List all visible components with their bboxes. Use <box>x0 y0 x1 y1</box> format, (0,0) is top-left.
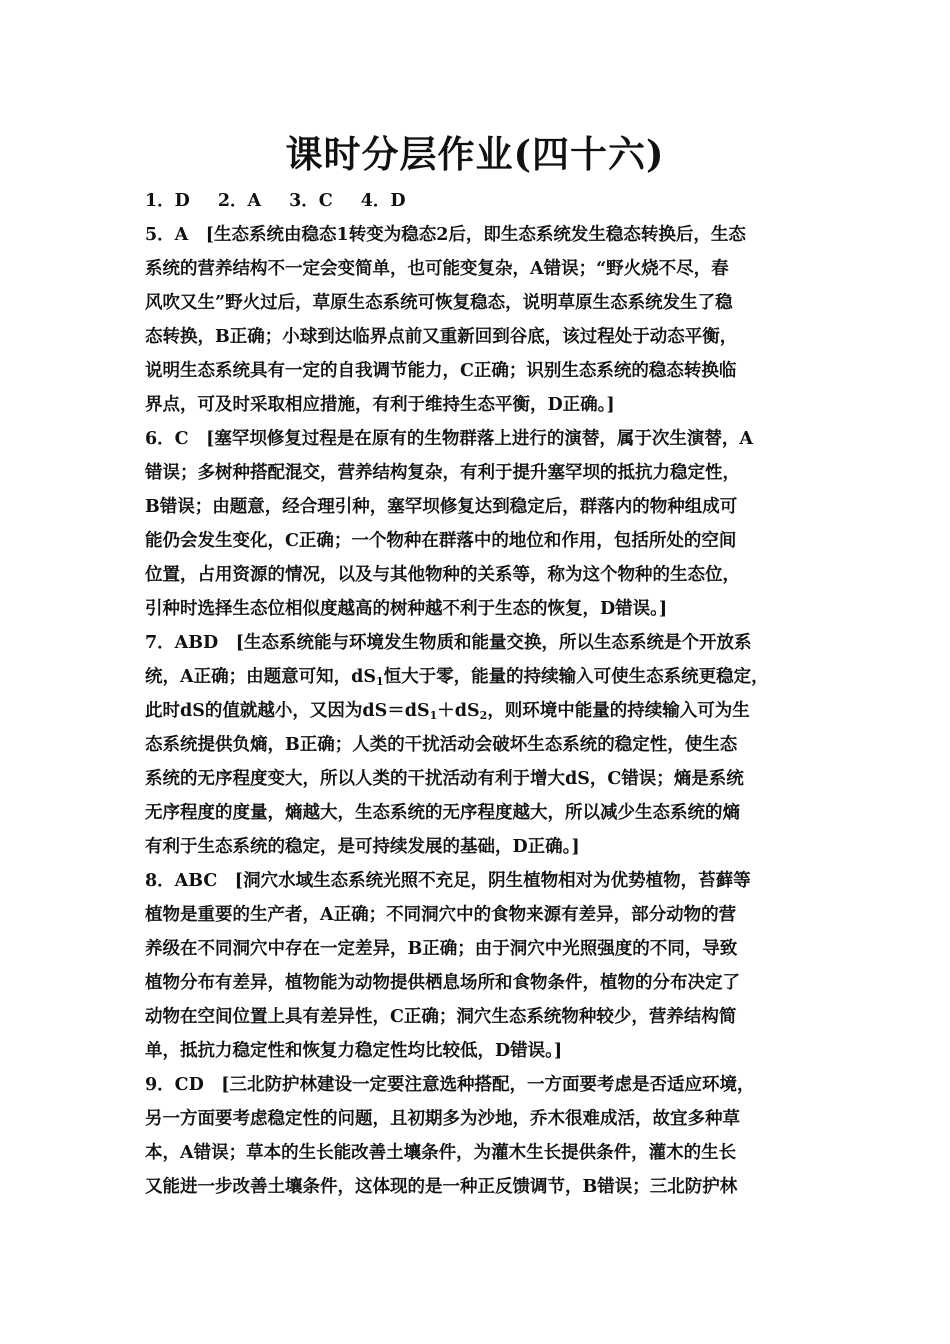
answer-2: 2．A <box>217 191 262 211</box>
answers-1-4 <box>145 184 813 218</box>
text-line: 有利于生态系统的稳定，是可持续发展的基础，D正确。] <box>145 837 580 857</box>
text-line: 能仍会发生变化，C正确；一个物种在群落中的地位和作用，包括所处的空间 <box>145 531 737 551</box>
text-line: 风吹又生”野火过后，草原生态系统可恢复稳态，说明草原生态系统发生了稳 <box>145 293 733 313</box>
text-line: 又能进一步改善土壤条件，这体现的是一种正反馈调节，B错误；三北防护林 <box>145 1177 738 1197</box>
text-line: 界点，可及时采取相应措施，有利于维持生态平衡，D正确。] <box>145 395 615 415</box>
text-line-subscript: 统，A正确；由题意可知，$dS_1$恒大于零，能量的持续输入可使生态系统更稳定， <box>145 667 769 688</box>
page-title: 课时分层作业(四十六) <box>285 132 665 176</box>
text-line: 另一方面要考虑稳定性的问题，且初期多为沙地，乔木很难成活，故宜多种草 <box>145 1109 740 1129</box>
answer-body <box>145 184 813 1204</box>
text-line: 本，A错误；草本的生长能改善土壤条件，为灌木生长提供条件，灌木的生长 <box>145 1143 737 1163</box>
text-line: 说明生态系统具有一定的自我调节能力，C正确；识别生态系统的稳态转换临 <box>145 361 737 381</box>
answer-1: 1．D <box>145 191 190 211</box>
answer-4: 4．D <box>360 191 406 211</box>
text-line: 单，抵抗力稳定性和恢复力稳定性均比较低，D错误。] <box>145 1041 563 1061</box>
text-line: 错误；多树种搭配混交，营养结构复杂，有利于提升塞罕坝的抵抗力稳定性， <box>145 463 740 483</box>
text-line: 养级在不同洞穴中存在一定差异，B正确；由于洞穴中光照强度的不同，导致 <box>145 939 738 959</box>
text-line: 系统的无序程度变大，所以人类的干扰活动有利于增大dS，C错误；熵是系统 <box>145 769 744 789</box>
text-line: 植物分布有差异，植物能为动物提供栖息场所和食物条件，植物的分布决定了 <box>145 973 740 993</box>
text-line: 9．CD [三北防护林建设一定要注意选种搭配，一方面要考虑是否适应环境， <box>145 1075 755 1095</box>
text-line: 位置，占用资源的情况，以及与其他物种的关系等，称为这个物种的生态位， <box>145 565 740 585</box>
text-line: B错误；由题意，经合理引种，塞罕坝修复达到稳定后，群落内的物种组成可 <box>145 497 738 517</box>
text-line: 动物在空间位置上具有差异性，C正确；洞穴生态系统物种较少，营养结构简 <box>145 1007 737 1027</box>
text-line: 7．ABD [生态系统能与环境发生物质和能量交换，所以生态系统是个开放系 <box>145 633 752 653</box>
text-line: 无序程度的度量，熵越大，生态系统的无序程度越大，所以减少生态系统的熵 <box>145 803 740 823</box>
text-line-subscript: 此时dS的值就越小，又因为$dS=dS_1+dS_2$，则环境中能量的持续输入可为生 <box>145 701 750 722</box>
text-line: 态转换，B正确；小球到达临界点前又重新回到谷底，该过程处于动态平衡， <box>145 327 738 347</box>
text-line: 引种时选择生态位相似度越高的树种越不利于生态的恢复，D错误。] <box>145 599 668 619</box>
text-line: 5．A [生态系统由稳态1转变为稳态2后，即生态系统发生稳态转换后，生态 <box>145 225 746 245</box>
text-line: 植物是重要的生产者，A正确；不同洞穴中的食物来源有差异，部分动物的营 <box>145 905 737 925</box>
text-line: 态系统提供负熵，B正确；人类的干扰活动会破坏生态系统的稳定性，使生态 <box>145 735 738 755</box>
text-line: 8．ABC [洞穴水域生态系统光照不充足，阴生植物相对为优势植物，苔藓等 <box>145 871 751 891</box>
text-line: 系统的营养结构不一定会变简单，也可能变复杂，A错误；“野火烧不尽，春 <box>145 259 729 279</box>
text-line: 6．C [塞罕坝修复过程是在原有的生物群落上进行的演替，属于次生演替，A <box>145 429 753 449</box>
answer-3: 3．C <box>289 191 333 211</box>
